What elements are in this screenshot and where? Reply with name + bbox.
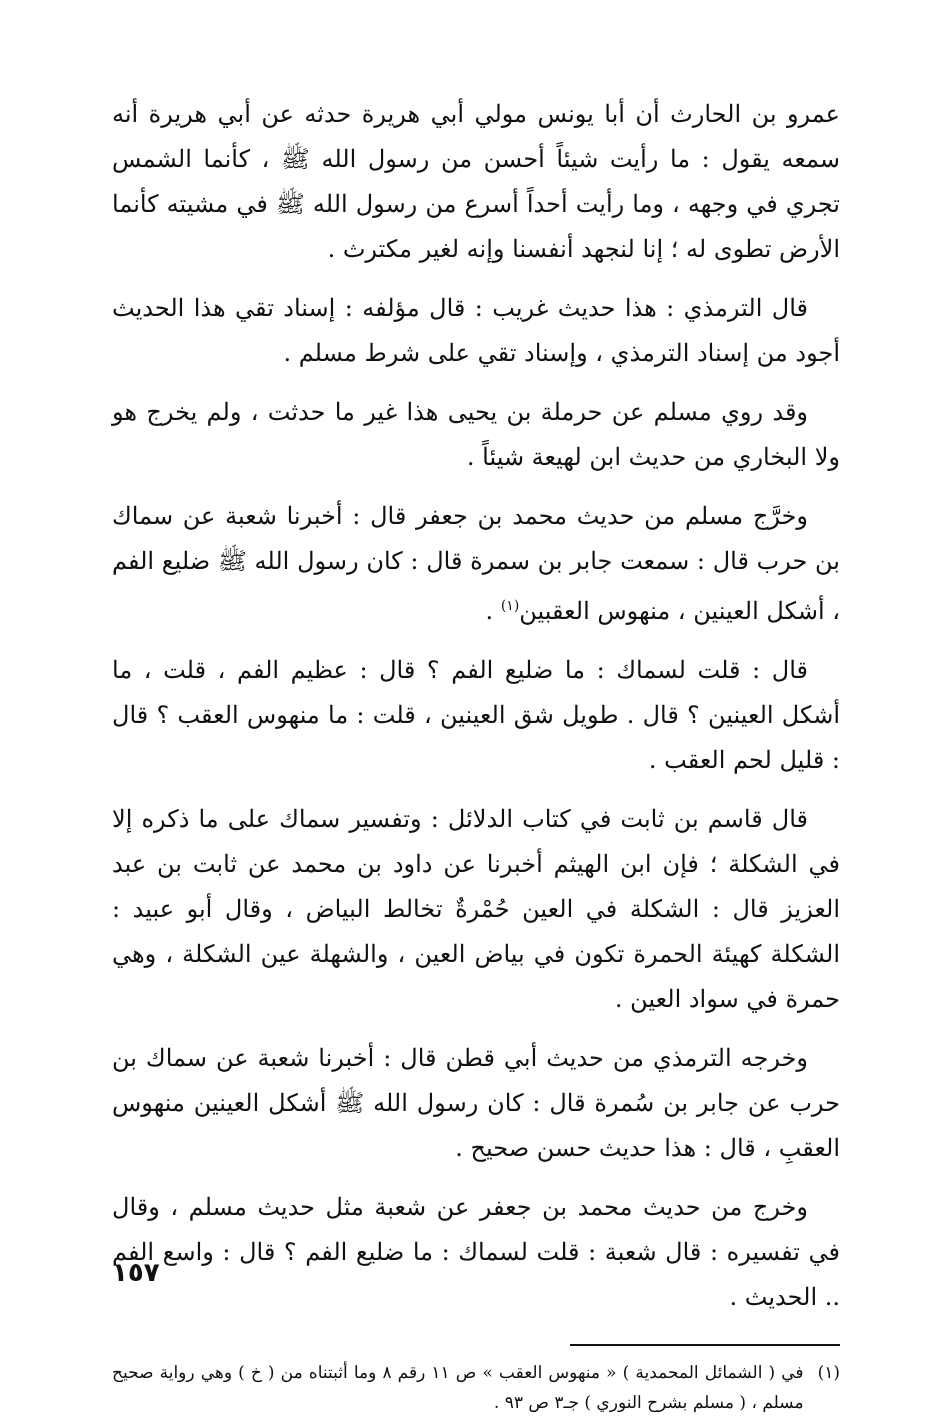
footnotes (112, 1358, 840, 1418)
footnote-text: في ( الشمائل المحمدية ) « منهوس العقب » ص ١١ رقم ٨ وما أثبتناه من ( خ ) وهي رواية صحيح مسلم ، ( مسلم بشرح النوري ) جـ٣ ص ٩٣ . (112, 1363, 804, 1413)
document-page (112, 92, 840, 1413)
paragraph-text: وخرَّج مسلم من حديث محمد بن جعفر قال : أخبرنا شعبة عن سماك بن حرب قال : سمعت جابر بن سمرة قال : كان رسول الله ﷺ ضليع الفم ، أشكل العينين ، منهوس العقبين (112, 502, 840, 625)
footnote-reference: (١) (500, 598, 520, 614)
paragraph: وخرج من حديث محمد بن جعفر عن شعبة مثل حديث مسلم ، وقال في تفسيره : قال شعبة : قلت لسماك : ما ضليع الفم ؟ قال : واسع الفم .. الحديث . (112, 1193, 840, 1311)
paragraph-tail: . (485, 597, 501, 625)
page-number: ١٥٧ (112, 1258, 160, 1288)
paragraph: قال قاسم بن ثابت في كتاب الدلائل : وتفسير سماك على ما ذكره إلا في الشكلة ؛ فإن ابن الهيثم أخبرنا عن داود بن محمد عن ثابت بن عبد العزيز قال : الشكلة في العين حُمْرةٌ تخالط البياض ، وقال أبو عبيد : الشكلة كهيئة الحمرة تكون في بياض العين ، والشهلة عين الشكلة ، وهي حمرة في سواد العين . (112, 805, 840, 1013)
main-text (112, 92, 840, 1320)
paragraph: قال الترمذي : هذا حديث غريب : قال مؤلفه : إسناد تقي هذا الحديث أجود من إسناد الترمذي ، وإسناد تقي على شرط مسلم . (112, 294, 840, 367)
footnote (112, 1358, 840, 1418)
footnote-separator-wrap (112, 1344, 840, 1346)
paragraph (112, 494, 840, 634)
paragraph: عمرو بن الحارث أن أبا يونس مولي أبي هريرة حدثه عن أبي هريرة أنه سمعه يقول : ما رأيت شيئاً أحسن من رسول الله ﷺ ، كأنما الشمس تجري في وجهه ، وما رأيت أحداً أسرع من رسول الله ﷺ في مشيته كأنما الأرض تطوى له ؛ إنا لنجهد أنفسنا وإنه لغير مكترث . (112, 100, 840, 263)
paragraph: قال : قلت لسماك : ما ضليع الفم ؟ قال : عظيم الفم ، قلت ، ما أشكل العينين ؟ قال . طويل شق العينين ، قلت : ما منهوس العقب ؟ قال : قليل لحم العقب . (112, 656, 840, 774)
footnote-separator (570, 1344, 840, 1346)
paragraph: وخرجه الترمذي من حديث أبي قطن قال : أخبرنا شعبة عن سماك بن حرب عن جابر بن سُمرة قال : كان رسول الله ﷺ أشكل العينين منهوس العقبِ ، قال : هذا حديث حسن صحيح . (112, 1044, 840, 1162)
paragraph: وقد روي مسلم عن حرملة بن يحيى هذا غير ما حدثت ، ولم يخرج هو ولا البخاري من حديث ابن لهيعة شيئاً . (112, 398, 840, 471)
footnote-number: (١) (817, 1363, 840, 1383)
